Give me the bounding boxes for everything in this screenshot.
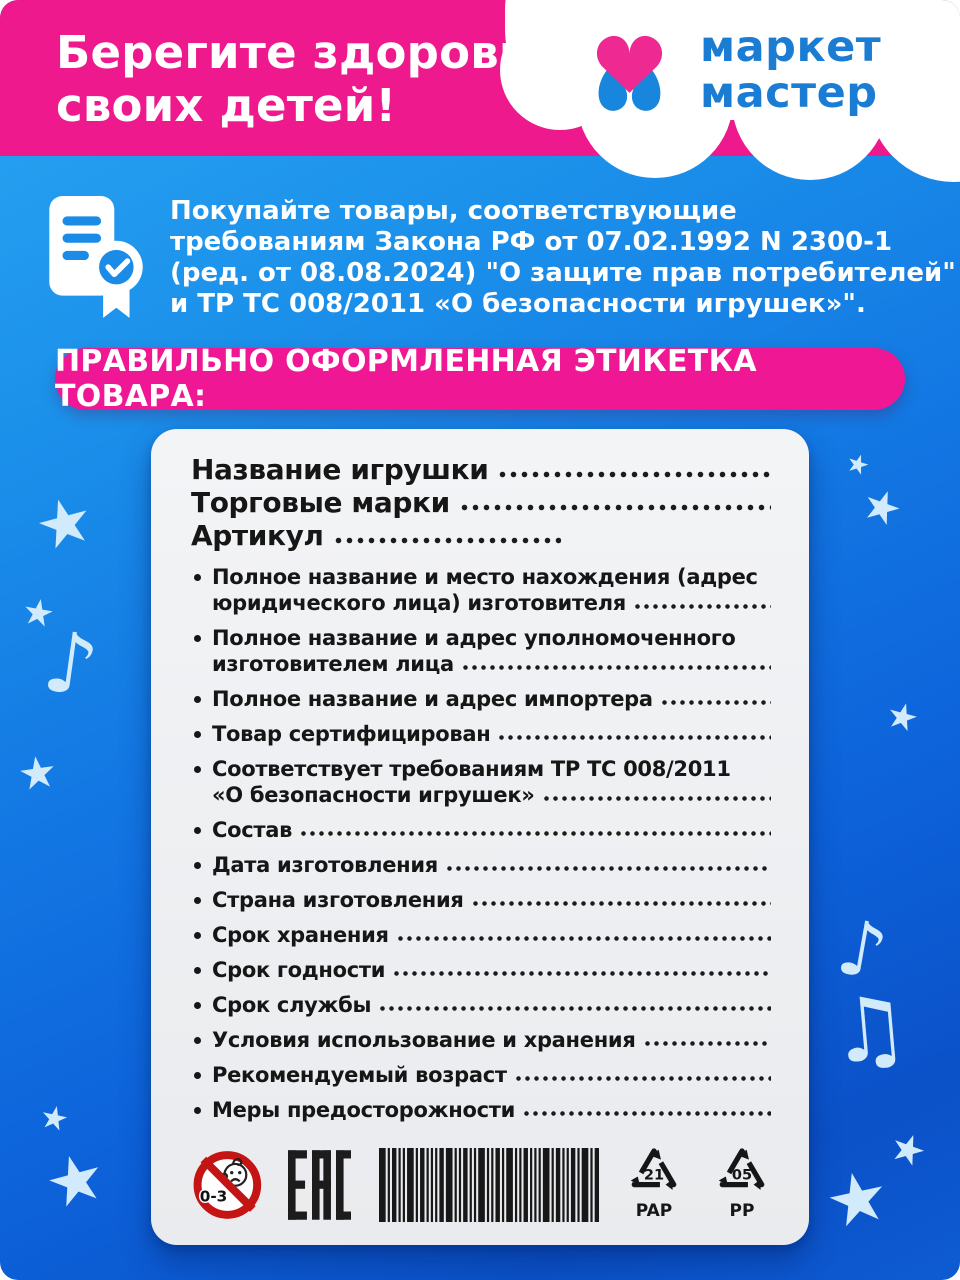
bullet-text: Страна изготовления (212, 888, 464, 912)
bullet-dot-icon (194, 1037, 201, 1044)
label-fields (191, 453, 771, 552)
label-card (151, 429, 809, 1245)
bullet-text: Полное название и место нахождения (адрес (212, 565, 758, 589)
bullet-item (191, 992, 771, 1018)
bullet-text: Дата изготовления (212, 853, 438, 877)
bullet-item (191, 1097, 771, 1123)
music-note-icon: ♪ (830, 901, 894, 998)
bullet-text: Меры предосторожности (212, 1098, 516, 1122)
recycling-symbol-pp (713, 1145, 771, 1220)
bullet-text: Срок годности (212, 958, 386, 982)
label-field-text: Название игрушки (191, 453, 489, 486)
dotted-leader (471, 887, 771, 913)
bullet-text: Срок хранения (212, 923, 389, 947)
bullet-dot-icon (194, 1072, 201, 1079)
intro-line: Покупайте товары, соответствующие (170, 196, 737, 226)
bullet-dot-icon (194, 696, 201, 703)
bullet-dot-icon (194, 862, 201, 869)
dotted-leader (459, 486, 771, 519)
bullet-dot-icon (194, 967, 201, 974)
barcode-icon (379, 1148, 599, 1222)
bullet-dot-icon (194, 574, 201, 581)
label-field (191, 519, 771, 552)
dotted-leader (542, 782, 771, 808)
bullet-list (191, 564, 771, 1123)
bullet-dot-icon (194, 766, 201, 773)
star-icon: ★ (27, 480, 102, 568)
bullet-text: Срок службы (212, 993, 372, 1017)
age-warning-0-3-icon (191, 1147, 264, 1223)
logo-word-1: маркет (700, 22, 882, 72)
star-icon: ★ (883, 1122, 933, 1178)
bullet-dot-icon (194, 1002, 201, 1009)
star-icon: ★ (36, 1096, 73, 1140)
bullet-text: юридического лица) изготовителя (212, 591, 626, 615)
label-field (191, 486, 771, 519)
bullet-text: Полное название и адрес уполномоченного (212, 626, 736, 650)
bullet-item (191, 721, 771, 747)
recycling-number: 21 (643, 1167, 665, 1184)
star-icon: ★ (881, 693, 924, 742)
dotted-leader (333, 519, 561, 552)
headline (56, 26, 558, 132)
star-icon: ★ (841, 447, 874, 483)
bullet-dot-icon (194, 731, 201, 738)
star-icon: ★ (818, 1152, 897, 1246)
music-note-icon: ♪ (37, 611, 105, 717)
intro-paragraph (170, 196, 956, 320)
certificate-document-icon (44, 192, 146, 324)
bullet-text: Состав (212, 818, 293, 842)
dotted-leader (445, 852, 771, 878)
brand-logo-text (700, 24, 881, 116)
dotted-leader (461, 651, 771, 677)
recycling-number: 05 (731, 1167, 753, 1184)
logo-word-2: мастер (700, 68, 878, 118)
eac-mark-icon (288, 1148, 351, 1222)
bullet-dot-icon (194, 932, 201, 939)
bullet-item (191, 957, 771, 983)
dotted-leader (392, 957, 771, 983)
bullet-text: Соответствует требованиям ТР ТС 008/2011 (212, 757, 731, 781)
age-warning-text: 0-3 (199, 1187, 228, 1206)
bullet-dot-icon (194, 1107, 201, 1114)
bullet-item (191, 852, 771, 878)
dotted-leader (497, 721, 771, 747)
bullet-item (191, 686, 771, 712)
dotted-leader (514, 1062, 771, 1088)
intro-line: (ред. от 08.08.2024) "О защите прав потребителей" (170, 258, 956, 288)
bullet-item (191, 564, 771, 616)
bullet-text: Полное название и адрес импортера (212, 687, 653, 711)
bullet-dot-icon (194, 827, 201, 834)
bullet-text: Рекомендуемый возраст (212, 1063, 507, 1087)
intro-line: и ТР ТС 008/2011 «О безопасности игрушек»". (170, 289, 866, 319)
headline-line2: своих детей! (56, 79, 397, 132)
headline-line1: Берегите здоровье (56, 26, 559, 79)
intro-line: требованиям Закона РФ от 07.02.1992 N 2300-1 (170, 227, 893, 257)
recycling-symbol-pap (625, 1145, 683, 1220)
section-banner (55, 344, 905, 414)
star-icon: ★ (854, 476, 910, 539)
dotted-leader (643, 1027, 771, 1053)
bullet-dot-icon (194, 635, 201, 642)
bullet-item (191, 887, 771, 913)
section-banner-text: ПРАВИЛЬНО ОФОРМЛЕННАЯ ЭТИКЕТКА ТОВАРА: (55, 344, 757, 414)
label-field-text: Артикул (191, 519, 324, 552)
star-icon: ★ (36, 1135, 114, 1226)
bullet-text: Товар сертифицирован (212, 722, 491, 746)
label-field (191, 453, 771, 486)
star-icon: ★ (18, 590, 58, 637)
dotted-leader (396, 922, 771, 948)
star-icon: ★ (14, 745, 61, 802)
bullet-item (191, 1027, 771, 1053)
recycling-triangle-icon (625, 1145, 683, 1201)
bullet-item (191, 625, 771, 677)
dotted-leader (299, 817, 771, 843)
music-notes-icon: ♫ (825, 974, 914, 1085)
recycling-material-label: PP (729, 1201, 755, 1221)
bullet-item (191, 1062, 771, 1088)
bullet-item (191, 817, 771, 843)
label-field-text: Торговые марки (191, 486, 450, 519)
dotted-leader (522, 1097, 771, 1123)
dotted-leader (633, 590, 771, 616)
bullet-text: «О безопасности игрушек» (212, 783, 535, 807)
label-symbols-row (191, 1145, 771, 1223)
bullet-item (191, 922, 771, 948)
dotted-leader (660, 686, 771, 712)
dotted-leader (497, 453, 771, 486)
heart-m-logo-icon (582, 22, 677, 120)
recycling-triangle-icon (713, 1145, 771, 1201)
bullet-text: изготовителем лица (212, 652, 454, 676)
recycling-material-label: PAP (635, 1201, 673, 1221)
dotted-leader (378, 992, 771, 1018)
bullet-text: Условия использование и хранения (212, 1028, 636, 1052)
bullet-dot-icon (194, 897, 201, 904)
bullet-item (191, 756, 771, 808)
